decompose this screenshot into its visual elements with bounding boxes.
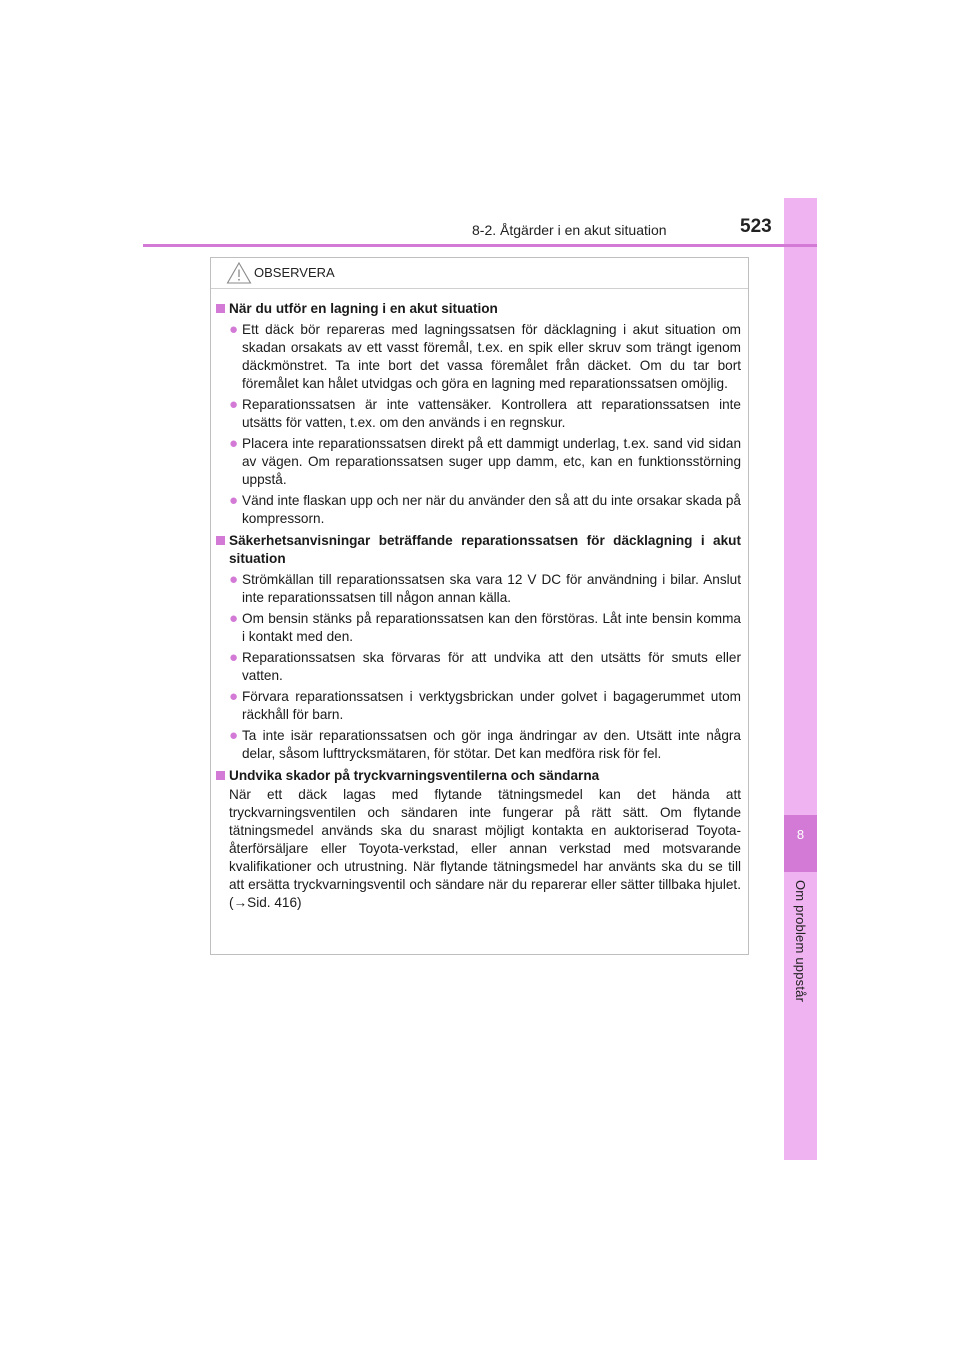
bullet-item: ● Reparationssatsen ska förvaras för att undvika att den utsätts för smuts eller vatten.	[229, 649, 741, 683]
page-number: 523	[740, 216, 772, 237]
header-rule	[143, 244, 817, 247]
notice-label: OBSERVERA	[254, 265, 335, 280]
round-bullet-icon: ●	[229, 492, 239, 509]
notice-header	[211, 258, 748, 289]
section-heading: Undvika skador på tryckvarningsventilerna och sändarna	[216, 767, 741, 785]
section-paragraph: När ett däck lagas med flytande tätningsmedel kan det hända att tryckvarningsventilen och sändaren inte fungerar på rätt sätt. Om flytande tätningsmedel används ska du snarast möjligt kontakta en auktoriserad Toyota-återförsäljare eller Toyota-verkstad, eller annan verkstad med motsvarande kvalifikationer och utrustning. När flytande tätningsmedel har använts ska du se till att ersätta tryckvarningsventil och sändare när du reparerar eller sätter tillbaka hjulet. (→Sid. 416)	[229, 787, 741, 910]
bullet-item: ● Vänd inte flaskan upp och ner när du använder den så att du inte orsakar skada på kompressorn.	[229, 492, 741, 526]
round-bullet-icon: ●	[229, 321, 239, 338]
chapter-title: Om problem uppstår	[793, 880, 808, 1003]
round-bullet-icon: ●	[229, 649, 239, 666]
bullet-item: ● Ett däck bör repareras med lagningssatsen för däcklagning i akut situation om skadan orsakats av ett vasst föremål, t.ex. en spik eller skruv som trängt igenom däckmönstret. Ta inte bort det vassa föremålet från däcket. Om du tar bort föremålet kan hålet utvidgas och göra en lagning med reparationssatsen omöjlig.	[229, 321, 741, 391]
round-bullet-icon: ●	[229, 435, 239, 452]
bullet-item: ● Om bensin stänks på reparationssatsen kan den förstöras. Låt inte bensin komma i kontakt med den.	[229, 610, 741, 644]
section-heading: När du utför en lagning i en akut situation	[216, 300, 741, 318]
section-heading: Säkerhetsanvisningar beträffande reparationssatsen för däcklagning i akut situation	[216, 532, 741, 568]
notice-box	[210, 257, 749, 955]
bullet-item: ● Reparationssatsen är inte vattensäker. Kontrollera att reparationssatsen inte utsätts för vatten, t.ex. om den används i en regnskur.	[229, 396, 741, 430]
square-bullet-icon	[216, 536, 225, 545]
round-bullet-icon: ●	[229, 396, 239, 413]
round-bullet-icon: ●	[229, 688, 239, 705]
chapter-number: 8	[796, 827, 805, 842]
notice-body	[211, 289, 748, 912]
bullet-item: ● Ta inte isär reparationssatsen och gör inga ändringar av den. Utsätt inte några delar, såsom lufttrycksmätaren, för stötar. Det kan medföra risk för fel.	[229, 727, 741, 761]
round-bullet-icon: ●	[229, 571, 239, 588]
section-title: 8-2. Åtgärder i en akut situation	[472, 222, 667, 238]
bullet-item: ● Strömkällan till reparationssatsen ska vara 12 V DC för användning i bilar. Anslut inte reparationssatsen till någon annan källa.	[229, 571, 741, 605]
bullet-item: ● Förvara reparationssatsen i verktygsbrickan under golvet i bagagerummet utom räckhåll för barn.	[229, 688, 741, 722]
round-bullet-icon: ●	[229, 610, 239, 627]
warning-triangle-icon	[226, 261, 252, 285]
bullet-item: ● Placera inte reparationssatsen direkt på ett dammigt underlag, t.ex. sand vid sidan av vägen. Om reparationssatsen suger upp damm, etc, kan en funktionsstörning uppstå.	[229, 435, 741, 487]
square-bullet-icon	[216, 771, 225, 780]
chapter-number-box	[784, 815, 817, 872]
round-bullet-icon: ●	[229, 727, 239, 744]
side-chapter-tab	[784, 198, 817, 1160]
square-bullet-icon	[216, 304, 225, 313]
